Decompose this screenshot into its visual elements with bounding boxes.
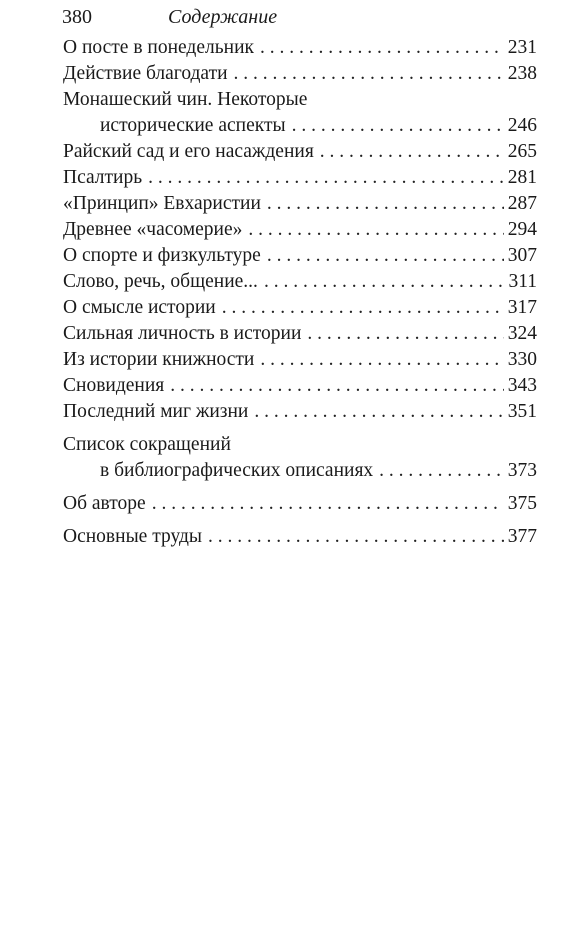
toc-entry-page: 351: [507, 401, 537, 422]
toc-entry: [63, 432, 537, 484]
page-number: 380: [62, 6, 92, 28]
dot-leader: [248, 217, 503, 243]
toc-entry-title: «Принцип» Евхаристии: [63, 193, 261, 214]
toc-entry: [63, 191, 537, 217]
dot-leader: [307, 321, 503, 347]
toc-entry-page: 330: [507, 349, 537, 370]
toc-entry-title: О спорте и физкультуре: [63, 245, 261, 266]
toc-entry: [63, 217, 537, 243]
page-header: [62, 2, 537, 32]
toc-entry-page: 294: [507, 219, 537, 240]
dot-leader: [320, 139, 504, 165]
toc-entry-title: Слово, речь, общение...: [63, 271, 258, 292]
dot-leader: [379, 458, 504, 484]
toc-entry: [63, 295, 537, 321]
toc-entry-page: 317: [507, 297, 537, 318]
toc-entry-title-continued: исторические аспекты: [100, 115, 286, 136]
toc-entry-page: 231: [507, 37, 537, 58]
dot-leader: [260, 347, 503, 373]
toc-entry-title: Последний миг жизни: [63, 401, 249, 422]
toc-entry: [63, 61, 537, 87]
dot-leader: [254, 399, 503, 425]
dot-leader: [260, 35, 504, 61]
toc-entry-title: Сновидения: [63, 375, 165, 396]
toc-entry-title: О посте в понедельник: [63, 37, 254, 58]
toc-entry: [63, 321, 537, 347]
toc-entry: [63, 373, 537, 399]
toc-entry-page: 287: [507, 193, 537, 214]
toc-entry-title: Райский сад и его насаждения: [63, 141, 314, 162]
toc-entry-title: Древнее «часомерие»: [63, 219, 243, 240]
toc-entry-page: 311: [508, 271, 537, 292]
toc-entry-page: 246: [507, 115, 537, 136]
dot-leader: [152, 491, 504, 517]
toc-entry-page: 281: [507, 167, 537, 188]
toc-entry: [63, 524, 537, 550]
dot-leader: [234, 61, 504, 87]
toc-entry-page: 324: [507, 323, 537, 344]
toc-entry-page: 238: [507, 63, 537, 84]
toc-entry-page: 373: [507, 460, 537, 481]
toc-entry-title: Монашеский чин. Некоторые: [63, 89, 308, 110]
toc-entry-title: Действие благодати: [63, 63, 228, 84]
toc-entry-title-continued: в библиографических описаниях: [100, 460, 374, 481]
toc-entry: [63, 165, 537, 191]
toc-entry: [63, 87, 537, 139]
toc-entry: [63, 243, 537, 269]
dot-leader: [208, 524, 504, 550]
table-of-contents: [63, 35, 537, 550]
toc-entry: [63, 35, 537, 61]
toc-entry-title: Сильная личность в истории: [63, 323, 302, 344]
toc-entry-title: Об авторе: [63, 493, 146, 514]
toc-entry: [63, 139, 537, 165]
dot-leader: [267, 191, 504, 217]
toc-entry: [63, 347, 537, 373]
toc-entry-page: 265: [507, 141, 537, 162]
dot-leader: [148, 165, 504, 191]
toc-entry-title: Псалтирь: [63, 167, 143, 188]
dot-leader: [222, 295, 504, 321]
dot-leader: [264, 269, 505, 295]
toc-entry-title: Основные труды: [63, 526, 202, 547]
toc-entry-title: О смысле истории: [63, 297, 216, 318]
toc-entry-page: 377: [507, 526, 537, 547]
toc-entry-page: 343: [507, 375, 537, 396]
toc-entry-page: 307: [507, 245, 537, 266]
toc-entry: [63, 269, 537, 295]
toc-entry: [63, 491, 537, 517]
dot-leader: [292, 113, 504, 139]
dot-leader: [267, 243, 504, 269]
dot-leader: [170, 373, 503, 399]
toc-entry-title: Из истории книжности: [63, 349, 255, 370]
running-title: Содержание: [168, 6, 278, 28]
toc-entry-page: 375: [507, 493, 537, 514]
toc-entry-title: Список сокращений: [63, 434, 231, 455]
toc-entry: [63, 399, 537, 425]
